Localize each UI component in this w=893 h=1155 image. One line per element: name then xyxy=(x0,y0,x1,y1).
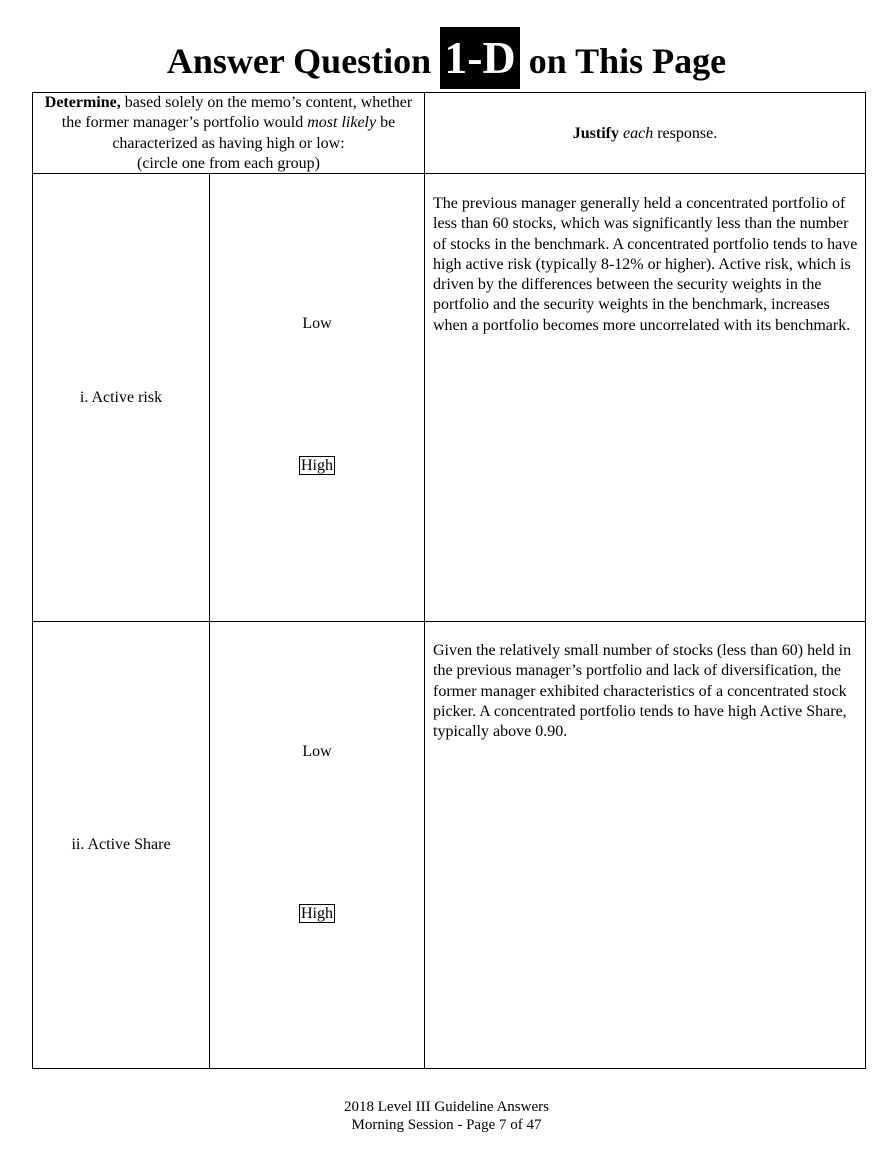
table-border-bottom xyxy=(32,1068,866,1069)
option-high-active-risk[interactable] xyxy=(210,456,424,476)
page-footer xyxy=(0,1098,893,1134)
footer-line-1: 2018 Level III Guideline Answers xyxy=(344,1099,549,1115)
justification-active-risk: The previous manager generally held a concentrated portfolio of less than 60 stocks, which was significantly less than the number of stocks in the benchmark. A concentrated portfolio tends to have high active risk (typically 8-12% or higher). Active risk, which is driven by the differences between the security weights in the portfolio and the security weights in the benchmark, increases when a portfolio becomes more uncorrelated with its benchmark. xyxy=(433,195,858,334)
row-label-active-share: ii. Active Share xyxy=(71,836,171,853)
title-suffix: on This Page xyxy=(528,41,727,81)
circled-selection: High xyxy=(301,457,333,474)
instruction-italic: most likely xyxy=(307,114,377,131)
table-border-label-column xyxy=(209,173,210,1069)
justify-text: response. xyxy=(653,124,718,142)
question-number-badge: 1-D xyxy=(440,27,520,89)
page-title xyxy=(0,30,893,92)
justify-bold: Justify xyxy=(572,124,620,142)
instruction-text-2: be characterized as having high or low: xyxy=(112,114,396,152)
title-prefix: Answer Question xyxy=(166,41,432,81)
row-label-active-risk: i. Active risk xyxy=(79,388,163,406)
circled-selection: High xyxy=(301,905,333,922)
option-low-active-share[interactable]: Low xyxy=(302,743,332,760)
justify-header-cell xyxy=(425,93,865,174)
instruction-text-3: (circle one from each group) xyxy=(136,155,320,172)
instruction-cell xyxy=(33,93,424,174)
footer-line-2: Morning Session - Page 7 of 47 xyxy=(351,1117,542,1133)
instruction-text-1: based solely on the memo’s content, whether the former manager’s portfolio would xyxy=(61,93,413,131)
option-high-active-share[interactable] xyxy=(210,904,424,924)
table-border-right xyxy=(865,92,866,1069)
justification-active-share: Given the relatively small number of stocks (less than 60) held in the previous manager’s portfolio and lack of diversification, the former manager exhibited characteristics of a concentrated stock picker. A concentrated portfolio tends to have high Active Share, typically above 0.90. xyxy=(433,642,852,741)
option-low-active-risk[interactable]: Low xyxy=(302,315,332,332)
instruction-bold: Determine, xyxy=(44,93,121,111)
justify-italic: each xyxy=(623,124,654,142)
